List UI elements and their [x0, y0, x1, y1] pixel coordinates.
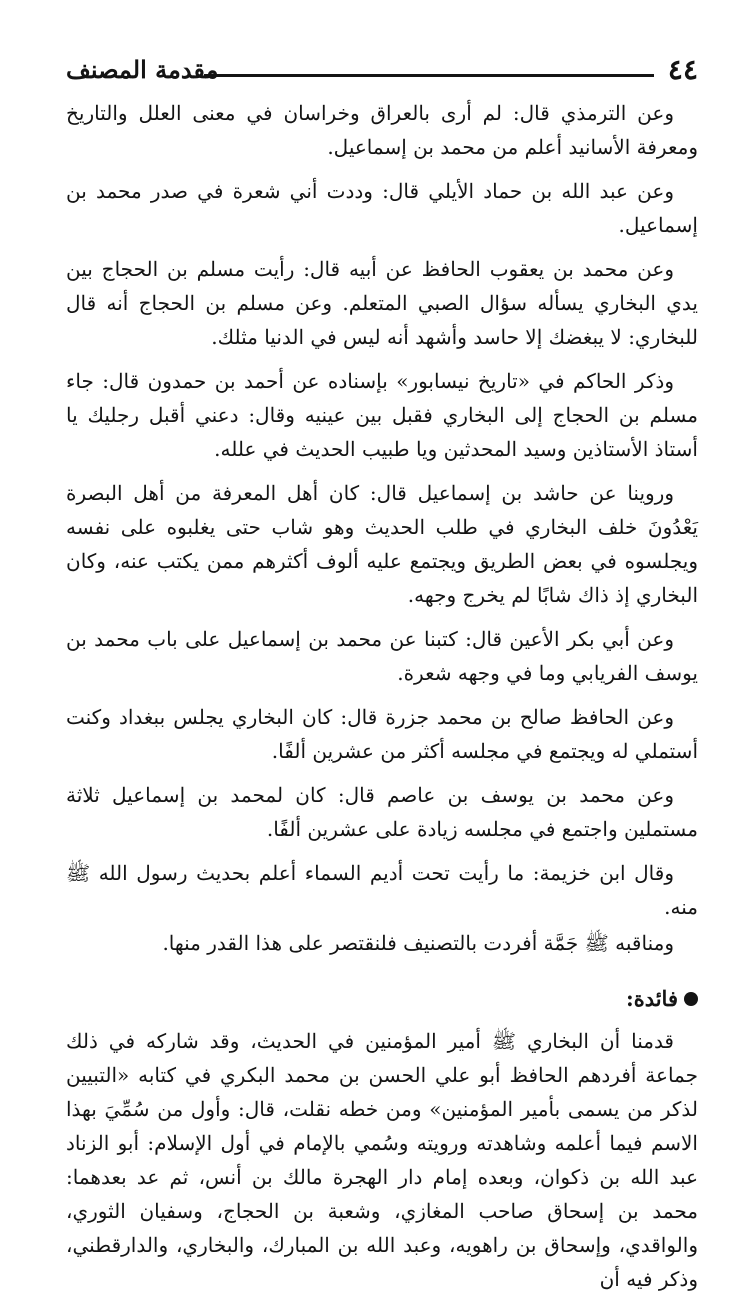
paragraph: وعن عبد الله بن حماد الأيلي قال: وددت أني شعرة في صدر محمد بن إسماعيل.: [66, 179, 698, 237]
document-page: [66, 52, 698, 1291]
paragraph: وقال ابن خزيمة: ما رأيت تحت أديم السماء أعلم بحديث رسول الله ﷺ منه.: [66, 861, 698, 919]
header-rule: [204, 74, 654, 77]
benefit-paragraph: قدمنا أن البخاري ﷺ أمير المؤمنين في الحديث، وقد شاركه في ذلك جماعة أفردهم الحافظ أبو علي الحسن بن محمد البكري في كتابه «التبيين لذكر من يسمى بأمير المؤمنين» ومن خطه نقلت، قال: وأول من سُمِّيَ بهذا الاسم فيما أعلمه وشاهدته ورويته وسُمي بالإمام في أول الإسلام: أبو الزناد عبد الله بن ذكوان، وبعده إمام دار الهجرة مالك بن أنس، ثم عد بعدهما: محمد بن إسحاق صاحب المغازي، وشعبة بن الحجاج، وسفيان الثوري، والواقدي، وإسحاق بن راهويه، وعبد الله بن المبارك، والبخاري، والدارقطني، وذكر فيه أن: [66, 1029, 698, 1291]
paragraph: وعن الحافظ صالح بن محمد جزرة قال: كان البخاري يجلس ببغداد وكنت أستملي له ويجتمع في مجلسه أكثر من عشرين ألفًا.: [66, 705, 698, 763]
paragraph: وعن محمد بن يوسف بن عاصم قال: كان لمحمد بن إسماعيل ثلاثة مستملين واجتمع في مجلسه زيادة على عشرين ألفًا.: [66, 783, 698, 841]
section-title: مقدمة المصنف: [66, 55, 219, 84]
paragraph: ومناقبه ﷺ جَمَّة أفردت بالتصنيف فلنقتصر على هذا القدر منها.: [162, 931, 674, 955]
paragraph: وعن الترمذي قال: لم أرى بالعراق وخراسان في معنى العلل والتاريخ ومعرفة الأسانيد أعلم من محمد بن إسماعيل.: [66, 101, 698, 159]
page-body: [66, 96, 698, 1296]
page-header: [66, 52, 698, 88]
paragraph: وروينا عن حاشد بن إسماعيل قال: كان أهل المعرفة من أهل البصرة يَعْدُونَ خلف البخاري في طلب الحديث وهو شاب حتى يغلبوه على نفسه ويجلسوه في بعض الطريق ويجتمع عليه ألوف أكثرهم ممن يكتب عنه، وكان البخاري إذ ذاك شابًا لم يخرج وجهه.: [66, 481, 698, 607]
benefit-heading: [66, 982, 698, 1016]
paragraph: وعن أبي بكر الأعين قال: كتبنا عن محمد بن إسماعيل على باب محمد بن يوسف الفريابي وما في وجهه شعرة.: [66, 627, 698, 685]
paragraph: وعن محمد بن يعقوب الحافظ عن أبيه قال: رأيت مسلم بن الحجاج بين يدي البخاري يسأله سؤال الصبي المتعلم. وعن مسلم بن الحجاج أنه قال للبخاري: لا يبغضك إلا حاسد وأشهد أنه ليس في الدنيا مثلك.: [66, 257, 698, 349]
paragraph: وذكر الحاكم في «تاريخ نيسابور» بإسناده عن أحمد بن حمدون قال: جاء مسلم بن الحجاج إلى البخاري فقبل بين عينيه وقال: دعني أقبل رجليك يا أستاذ الأستاذين وسيد المحدثين ويا طبيب الحديث في علله.: [66, 369, 698, 461]
page-number: ٤٤: [667, 53, 698, 86]
benefit-heading-text: فائدة:: [625, 986, 678, 1011]
bullet-icon: [684, 992, 698, 1006]
